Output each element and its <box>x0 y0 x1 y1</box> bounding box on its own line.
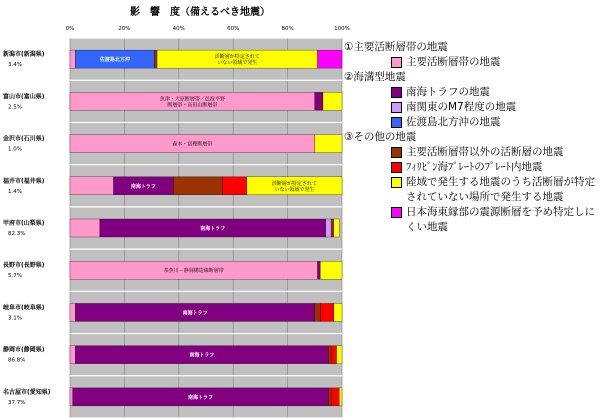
bar-segment <box>222 177 246 195</box>
segment-label: 魚津・大原断層帯／邑波平野 <box>159 96 225 103</box>
segment-label: 糸魚川－静岡構造線断層帯 <box>163 268 224 275</box>
bar-segment <box>318 261 321 279</box>
category-label: 新潟市(新潟県) <box>3 51 45 59</box>
legend-swatch <box>391 102 402 113</box>
legend-label: 日本海東縁部の震源断層を予め特定しにくい地震 <box>406 206 595 233</box>
bar-segment <box>334 219 339 237</box>
bar-segment <box>70 303 75 321</box>
category-percent: 1.0% <box>8 146 22 153</box>
legend-swatch <box>391 147 402 158</box>
category-label: 名古屋市(愛知県) <box>3 388 51 396</box>
category-label: 福井市(福井県) <box>3 177 45 185</box>
legend-label: ﾌｨﾘﾋﾟﾝ海ﾌﾟﾚｰﾄのﾌﾟﾚｰﾄ内地震 <box>406 161 543 173</box>
legend-group-title: ③その他の地震 <box>344 131 417 143</box>
x-tick-label: 100% <box>334 26 350 32</box>
bar-segment <box>334 303 342 321</box>
legend-label: 南関東のM7程度の地震 <box>406 101 517 113</box>
segment-label: 森本・富樫断層帯 <box>172 141 213 148</box>
legend-group-title: ②海溝型地震 <box>344 71 406 83</box>
x-tick-label: 40% <box>172 26 185 32</box>
bar-segment <box>328 388 331 406</box>
legend-item <box>344 205 598 235</box>
segment-label: 南海トラフ <box>188 394 214 401</box>
legend-label: 陸域で発生する地震のうち活断層が特定されていない場所で発生する地震 <box>406 176 595 203</box>
segment-label: 南海トラフ <box>130 183 156 190</box>
legend-item <box>344 100 598 115</box>
bar-segment <box>70 388 73 406</box>
legend <box>344 40 598 235</box>
category-percent: 2.5% <box>8 104 22 111</box>
category-label: 甲府市(山梨県) <box>3 220 45 227</box>
legend-group-title: ①主要活断層帯の地震 <box>344 41 448 53</box>
x-tick-label: 60% <box>227 26 240 32</box>
bar-segment <box>328 346 331 364</box>
category-label: 静岡市(静岡県) <box>3 346 45 354</box>
category-label: 長野市(長野県) <box>3 262 45 270</box>
bar-segment <box>70 219 100 237</box>
category-percent: 82.3% <box>8 231 26 237</box>
legend-label: 南海トラフの地震 <box>406 86 490 98</box>
bar-segment <box>70 177 114 195</box>
legend-swatch <box>391 162 402 173</box>
x-tick-label: 20% <box>118 26 131 32</box>
bar-segment <box>173 177 222 195</box>
segment-label: 南海トラフ <box>189 352 215 359</box>
legend-item <box>344 115 598 130</box>
bar-segment <box>315 92 323 110</box>
legend-swatch <box>391 177 402 188</box>
category-percent: 3.1% <box>8 315 22 322</box>
category-label: 金沢市(石川県) <box>3 135 45 143</box>
category-label: 富山市(富山県) <box>3 93 45 101</box>
segment-label: 佐渡島北方沖 <box>99 57 130 64</box>
legend-swatch <box>391 207 402 218</box>
segment-label: 南海トラフ <box>200 226 226 232</box>
bar-segment <box>70 50 75 68</box>
legend-item <box>344 160 598 175</box>
category-percent: 3.4% <box>8 62 22 69</box>
bar-segment <box>315 135 342 153</box>
bar-segment <box>320 261 342 279</box>
legend-swatch <box>391 117 402 128</box>
x-tick-label: 0% <box>65 26 75 32</box>
category-label: 岐阜市(岐阜県) <box>3 304 45 312</box>
segment-label: いない領域で発生 <box>274 186 315 193</box>
bar-segment <box>154 50 157 68</box>
legend-swatch <box>391 87 402 98</box>
bar-segment <box>318 50 342 68</box>
bar-segment <box>331 219 334 237</box>
segment-label: 活断層が特定されて <box>214 54 260 61</box>
segment-label: 断層帯・高田山断層帯 <box>167 102 218 109</box>
category-percent: 86.8% <box>8 357 26 364</box>
legend-label: 主要活断層帯の地震 <box>406 56 501 68</box>
segment-label: 活断層が特定されて <box>271 180 317 187</box>
segment-label: いない領域で発生 <box>217 60 258 67</box>
bar-segment <box>320 303 334 321</box>
bar-segment <box>331 388 339 406</box>
x-tick-label: 80% <box>281 26 294 32</box>
category-percent: 1.4% <box>8 188 22 195</box>
legend-item <box>344 175 598 205</box>
legend-label: 主要活断層帯以外の活断層の地震 <box>406 146 564 158</box>
bar-segment <box>70 346 75 364</box>
legend-swatch <box>391 57 402 68</box>
category-percent: 37.7% <box>8 399 26 406</box>
category-percent: 5.7% <box>8 273 22 280</box>
bar-segment <box>315 303 320 321</box>
bar-segment <box>339 388 342 406</box>
legend-item <box>344 145 598 160</box>
legend-item <box>344 85 598 100</box>
bar-segment <box>326 219 331 237</box>
legend-label: 佐渡島北方沖の地震 <box>406 116 501 128</box>
legend-item <box>344 55 598 70</box>
bar-segment <box>337 346 342 364</box>
segment-label: 南海トラフ <box>182 310 208 317</box>
chart-title: 影 響 度（備えるべき地震） <box>130 7 270 18</box>
bar-segment <box>323 92 342 110</box>
bar-segment <box>331 346 336 364</box>
